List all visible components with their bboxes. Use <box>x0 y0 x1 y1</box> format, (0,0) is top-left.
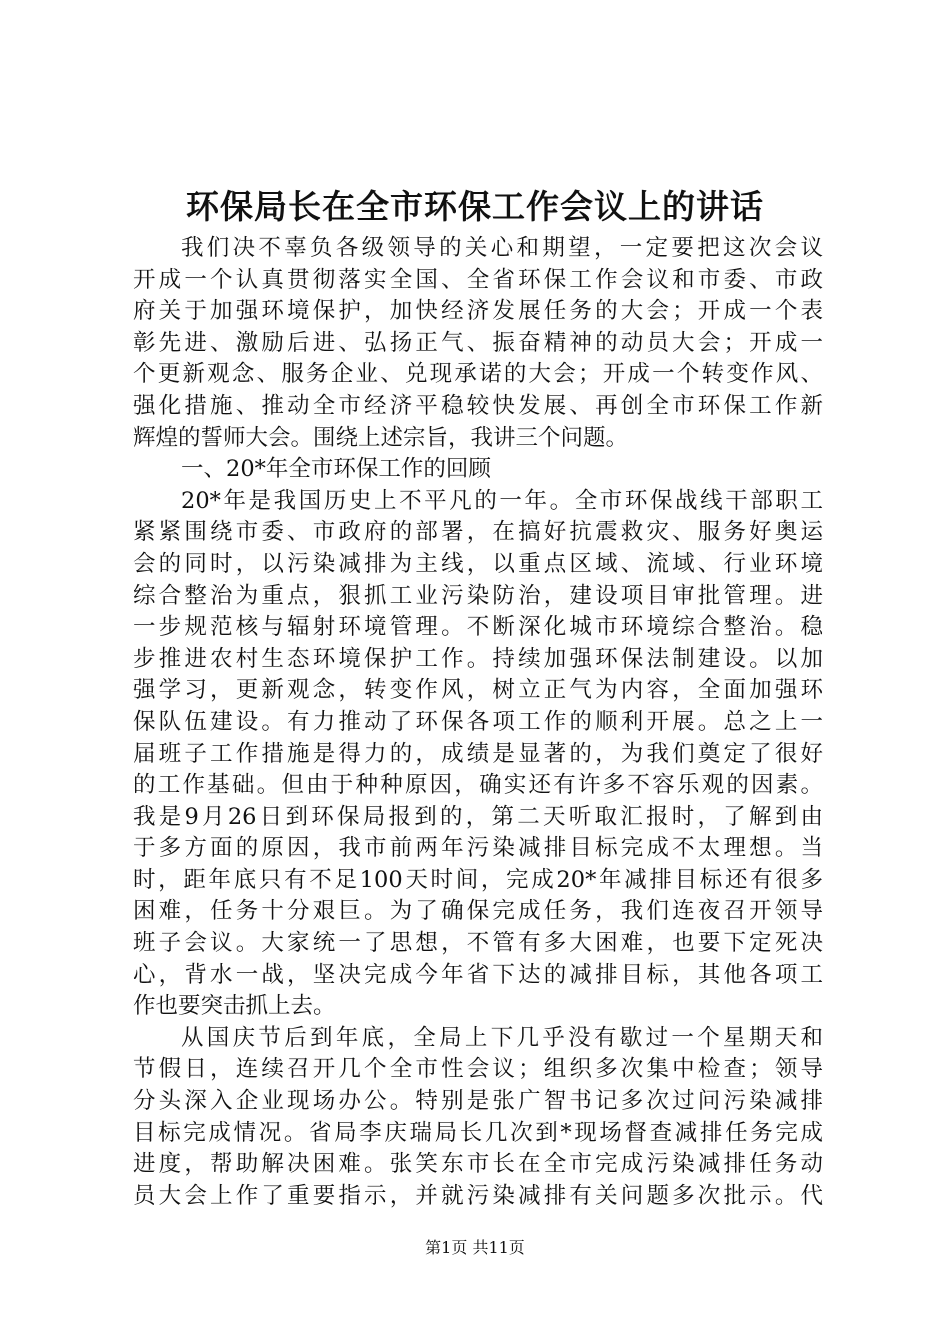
text-line: 紧紧围绕市委、市政府的部署，在搞好抗震救灾、服务好奥运 <box>133 519 823 546</box>
document-title: 环保局长在全市环保工作会议上的讲话 <box>186 187 764 226</box>
paragraph <box>133 486 823 1023</box>
text-line: 个更新观念、服务企业、兑现承诺的大会；开成一个转变作风、 <box>133 361 823 388</box>
text-line: 辉煌的誓师大会。围绕上述宗旨，我讲三个问题。 <box>133 424 629 451</box>
text-line: 困难，任务十分艰巨。为了确保完成任务，我们连夜召开领导 <box>133 898 823 925</box>
text-line: 员大会上作了重要指示，并就污染减排有关问题多次批示。代 <box>133 1182 823 1209</box>
text-line: 时，距年底只有不足100天时间，完成20*年减排目标还有很多 <box>133 866 823 893</box>
text-line: 从国庆节后到年底，全局上下几乎没有歇过一个星期天和 <box>181 1024 823 1051</box>
text-line: 彰先进、激励后进、弘扬正气、振奋精神的动员大会；开成一 <box>133 329 823 356</box>
text-line: 综合整治为重点，狠抓工业污染防治，建设项目审批管理。进 <box>133 582 823 609</box>
paragraph <box>133 1023 823 1213</box>
text-line: 目标完成情况。省局李庆瑞局长几次到*现场督查减排任务完成 <box>133 1119 823 1146</box>
text-line: 分头深入企业现场办公。特别是张广智书记多次过问污染减排 <box>133 1088 823 1115</box>
text-line: 我是9月26日到环保局报到的，第二天听取汇报时，了解到由 <box>133 803 823 830</box>
text-line: 节假日，连续召开几个全市性会议；组织多次集中检查；领导 <box>133 1056 823 1083</box>
text-line: 届班子工作措施是得力的，成绩是显著的，为我们奠定了很好 <box>133 740 823 767</box>
text-line: 作也要突击抓上去。 <box>133 993 336 1020</box>
page-footer: 第1页 共11页 <box>425 1238 525 1257</box>
text-line: 20*年是我国历史上不平凡的一年。全市环保战线干部职工 <box>181 487 823 514</box>
text-line: 步推进农村生态环境保护工作。持续加强环保法制建设。以加 <box>133 645 823 672</box>
text-line: 强学习，更新观念，转变作风，树立正气为内容，全面加强环 <box>133 677 823 704</box>
text-line: 会的同时，以污染减排为主线，以重点区域、流域、行业环境 <box>133 550 823 577</box>
text-line: 进度，帮助解决困难。张笑东市长在全市完成污染减排任务动 <box>133 1151 823 1178</box>
text-line: 的工作基础。但由于种种原因，确实还有许多不容乐观的因素。 <box>133 772 823 799</box>
document-body <box>133 233 823 1212</box>
text-line: 心，背水一战，坚决完成今年省下达的减排目标，其他各项工 <box>133 961 823 988</box>
text-line: 保队伍建设。有力推动了环保各项工作的顺利开展。总之上一 <box>133 708 823 735</box>
text-line: 我们决不辜负各级领导的关心和期望，一定要把这次会议 <box>181 235 823 261</box>
text-line: 班子会议。大家统一了思想，不管有多大困难，也要下定死决 <box>133 930 823 957</box>
text-line: 一步规范核与辐射环境管理。不断深化城市环境综合整治。稳 <box>133 614 823 641</box>
paragraph <box>133 233 823 454</box>
text-line: 开成一个认真贯彻落实全国、全省环保工作会议和市委、市政 <box>133 266 823 293</box>
text-line: 府关于加强环境保护，加快经济发展任务的大会；开成一个表 <box>133 298 823 325</box>
text-line: 一、20*年全市环保工作的回顾 <box>181 456 491 483</box>
section-heading <box>133 454 823 486</box>
text-line: 于多方面的原因，我市前两年污染减排目标完成不太理想。当 <box>133 835 823 862</box>
text-line: 强化措施、推动全市经济平稳较快发展、再创全市环保工作新 <box>133 392 823 419</box>
